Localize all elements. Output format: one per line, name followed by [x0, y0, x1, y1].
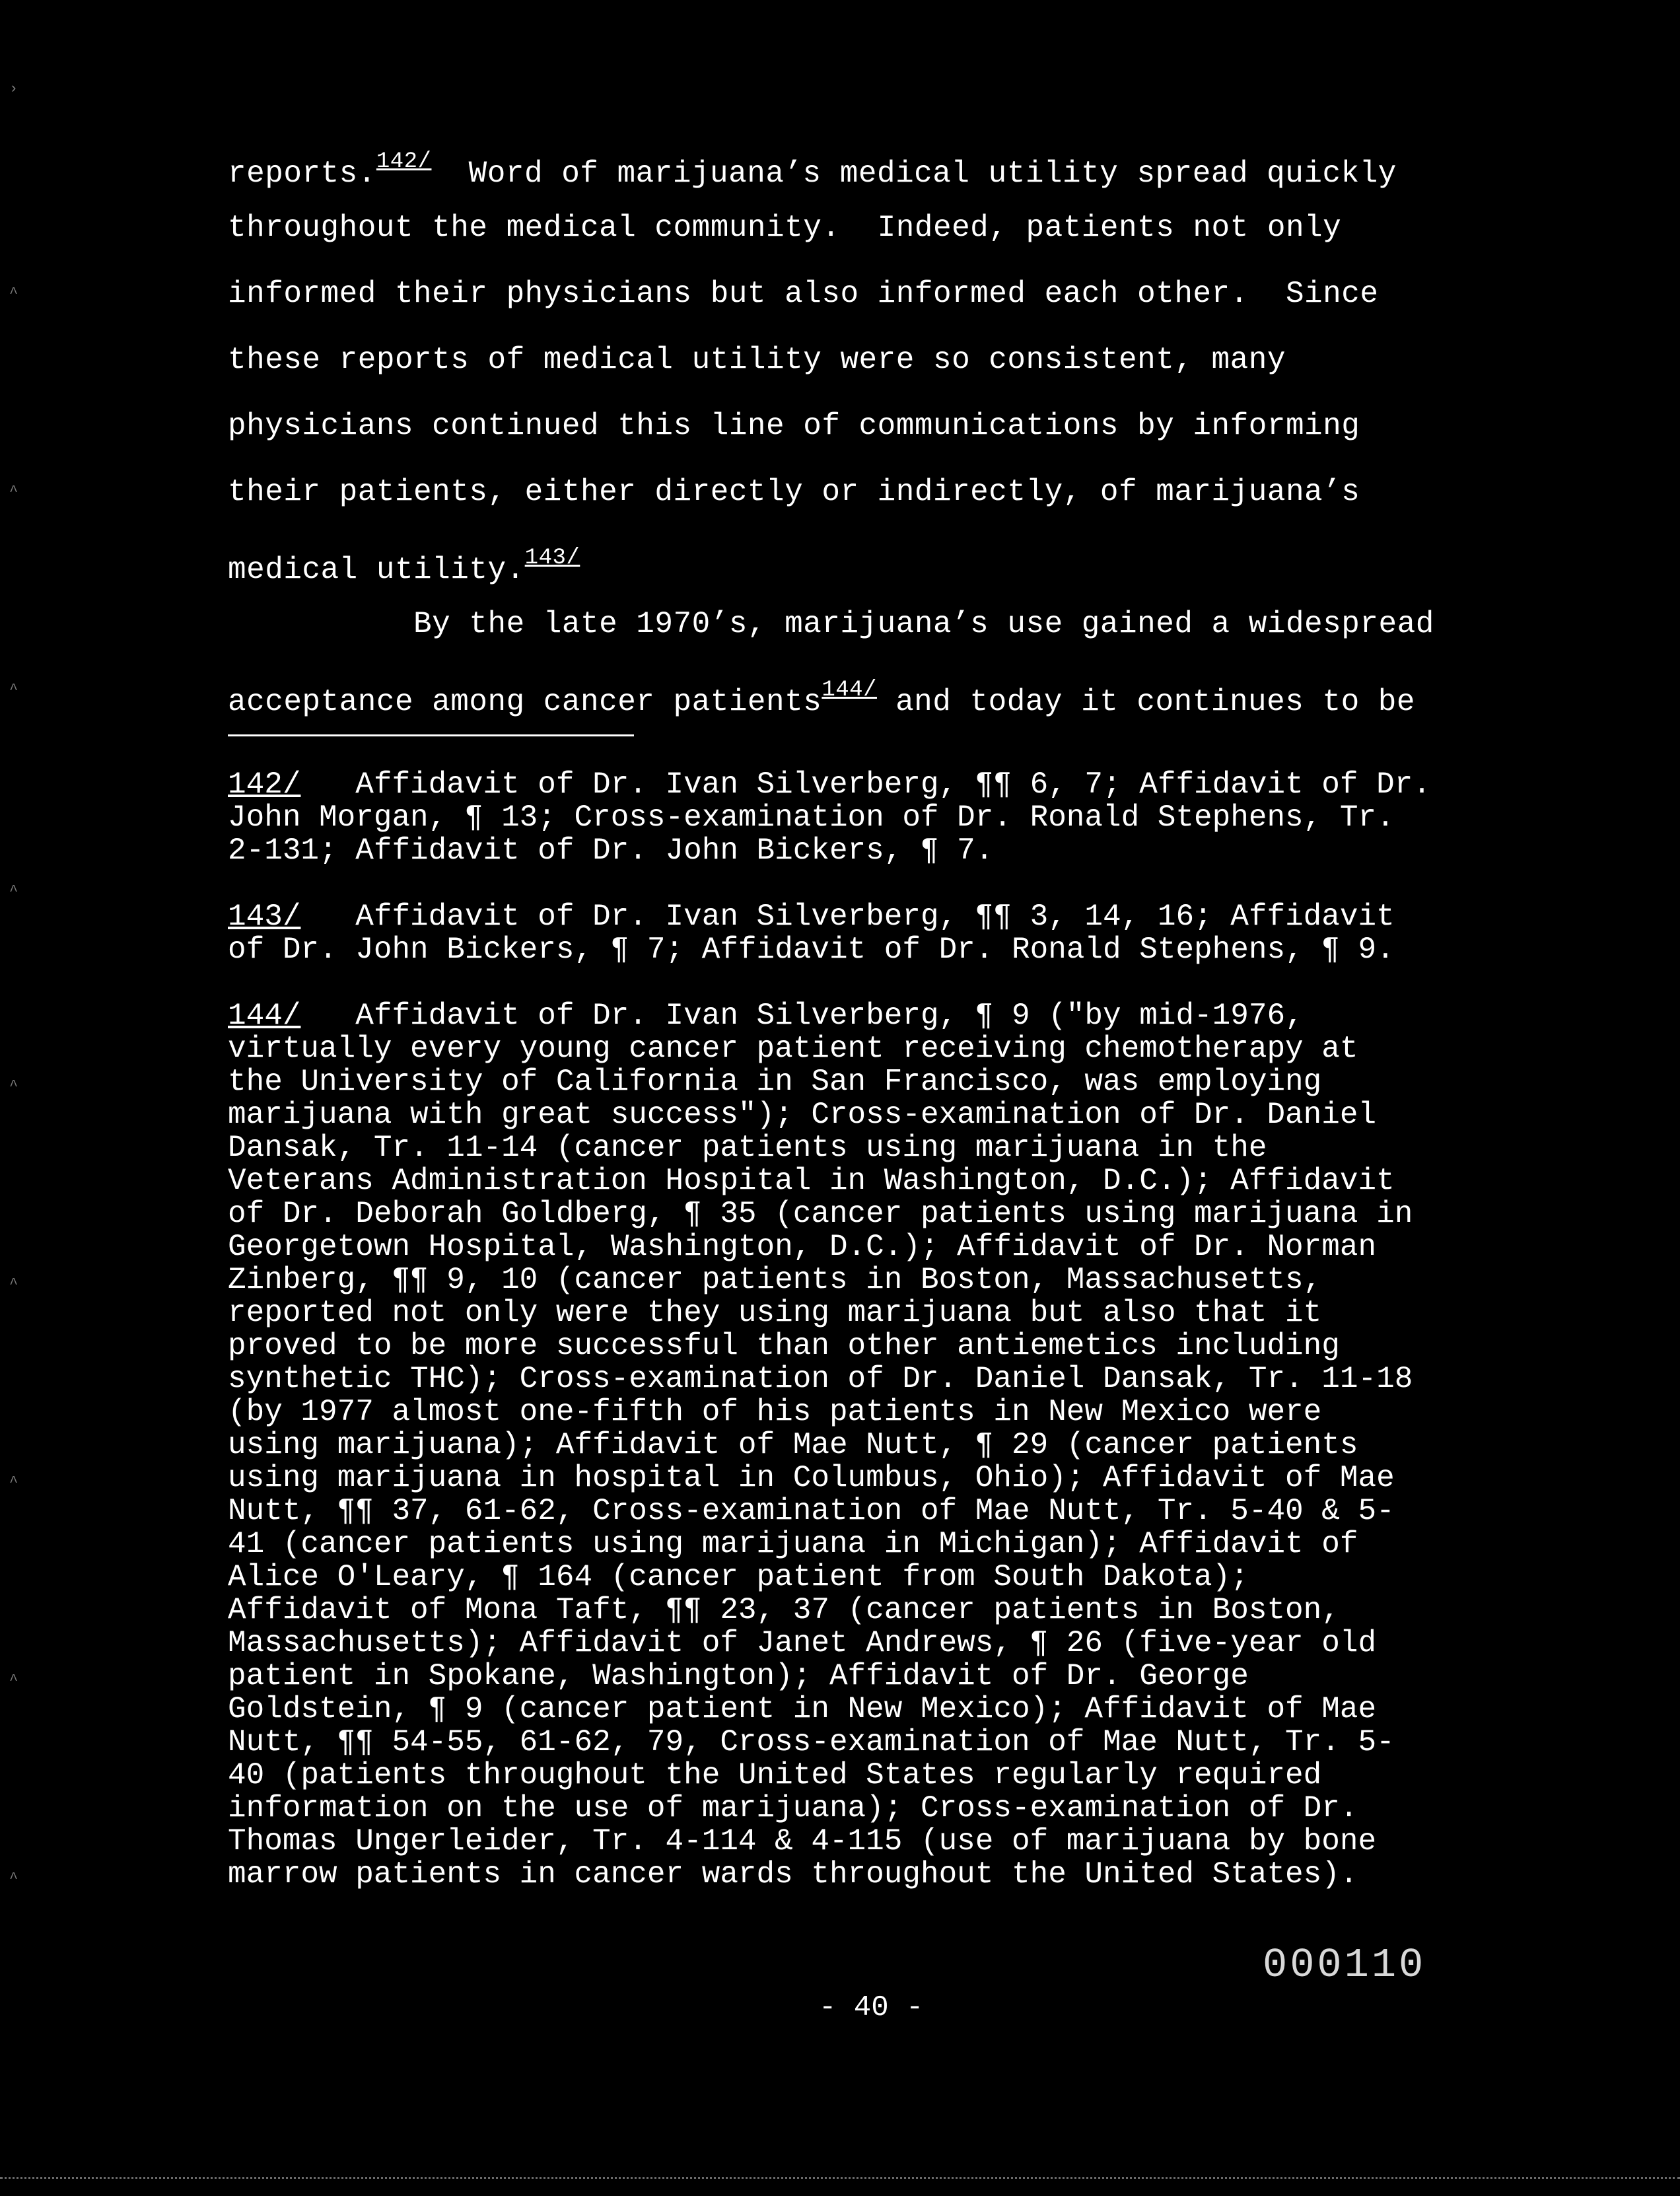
footnote-143: [228, 900, 1562, 966]
body-text: and today it continues to be: [876, 685, 1415, 719]
footnote-number: 144/: [228, 999, 301, 1033]
footnote-number: 142/: [228, 767, 301, 802]
body-line-2: throughout the medical community. Indeed, patients not only: [228, 211, 1342, 245]
margin-mark: ^: [9, 483, 18, 500]
body-line-9: [228, 670, 1415, 722]
body-line-7: [228, 538, 580, 590]
margin-mark: ^: [9, 285, 18, 302]
body-text: acceptance among cancer patients: [228, 685, 822, 719]
footnote-144: [228, 999, 1562, 1891]
body-text: medical utility.: [228, 553, 525, 587]
margin-mark: ^: [9, 1078, 18, 1094]
footnote-142: [228, 768, 1562, 867]
body-line-4: these reports of medical utility were so consistent, many: [228, 343, 1286, 377]
margin-mark: ^: [9, 1474, 18, 1491]
margin-mark: ^: [9, 682, 18, 698]
margin-mark: ^: [9, 1870, 18, 1887]
margin-mark: ^: [9, 1672, 18, 1689]
body-line-1: [228, 142, 1397, 194]
body-line-8: By the late 1970’s, marijuana’s use gained a widespread: [228, 607, 1434, 641]
body-text: Word of marijuana’s medical utility spread quickly: [431, 157, 1397, 191]
footnote-reference-144[interactable]: 144/: [822, 678, 877, 703]
footnote-reference-143[interactable]: 143/: [524, 546, 580, 571]
footnote-number: 143/: [228, 900, 301, 934]
body-text: reports.: [228, 157, 376, 191]
footnote-text: Affidavit of Dr. Ivan Silverberg, ¶¶ 6, 7; Affidavit of Dr. John Morgan, ¶ 13; Cross-examination of Dr. Ronald Stephens, Tr. 2-131; Affidavit of Dr. John Bickers, ¶ 7.: [228, 767, 1431, 868]
scan-edge-line: [0, 2177, 1680, 2179]
margin-mark: ^: [9, 883, 18, 900]
page-number: - 40 -: [819, 1991, 924, 2024]
footnote-text: Affidavit of Dr. Ivan Silverberg, ¶¶ 3, 14, 16; Affidavit of Dr. John Bickers, ¶ 7; Affidavit of Dr. Ronald Stephens, ¶ 9.: [228, 900, 1395, 967]
body-line-3: informed their physicians but also informed each other. Since: [228, 277, 1379, 311]
footnote-reference-142[interactable]: 142/: [376, 149, 432, 174]
footnote-text: Affidavit of Dr. Ivan Silverberg, ¶ 9 ("by mid-1976, virtually every young cancer patient receiving chemotherapy at the University of California in San Francisco, was employing marijuana with great success"); Cross-examination of Dr. Daniel Dansak, Tr. 11-14 (cancer patients using marijuana in the Veterans Administration Hospital in Washington, D.C.); Affidavit of Dr. Deborah Goldberg, ¶ 35 (cancer patients using marijuana in Georgetown Hospital, Washington, D.C.); Affidavit of Dr. Norman Zinberg, ¶¶ 9, 10 (cancer patients in Boston, Massachusetts, reported not only were they using marijuana but also that it proved to be more successful than other antiemetics including synthetic THC); Cross-examination of Dr. Daniel Dansak, Tr. 11-18 (by 1977 almost one-fifth of his patients in New Mexico were using marijuana); Affidavit of Mae Nutt, ¶ 29 (cancer patients using marijuana in hospital in Columbus, Ohio); Affidavit of Mae Nutt, ¶¶ 37, 61-62, Cross-examination of Mae Nutt, Tr. 5-40 & 5- 41 (cancer patients using marijuana in Michigan); Affidavit of Alice O'Leary, ¶ 164 (cancer patient from South Dakota); Affidavit of Mona Taft, ¶¶ 23, 37 (cancer patients in Boston, Massachusetts); Affidavit of Janet Andrews, ¶ 26 (five-year old patient in Spokane, Washington); Affidavit of Dr. George Goldstein, ¶ 9 (cancer patient in New Mexico); Affidavit of Mae Nutt, ¶¶ 54-55, 61-62, 79, Cross-examination of Mae Nutt, Tr. 5- 40 (patients throughout the United States regularly required information on the use of marijuana); Cross-examination of Dr. Thomas Ungerleider, Tr. 4-114 & 4-115 (use of marijuana by bone marrow patients in cancer wards throughout the United States).: [228, 999, 1413, 1892]
bates-stamp: 000110: [1263, 1942, 1426, 1989]
margin-mark: ›: [9, 81, 18, 97]
footnote-separator-rule: [228, 734, 634, 736]
body-line-5: physicians continued this line of communications by informing: [228, 409, 1360, 443]
margin-mark: ^: [9, 1276, 18, 1293]
body-line-6: their patients, either directly or indirectly, of marijuana’s: [228, 475, 1360, 509]
